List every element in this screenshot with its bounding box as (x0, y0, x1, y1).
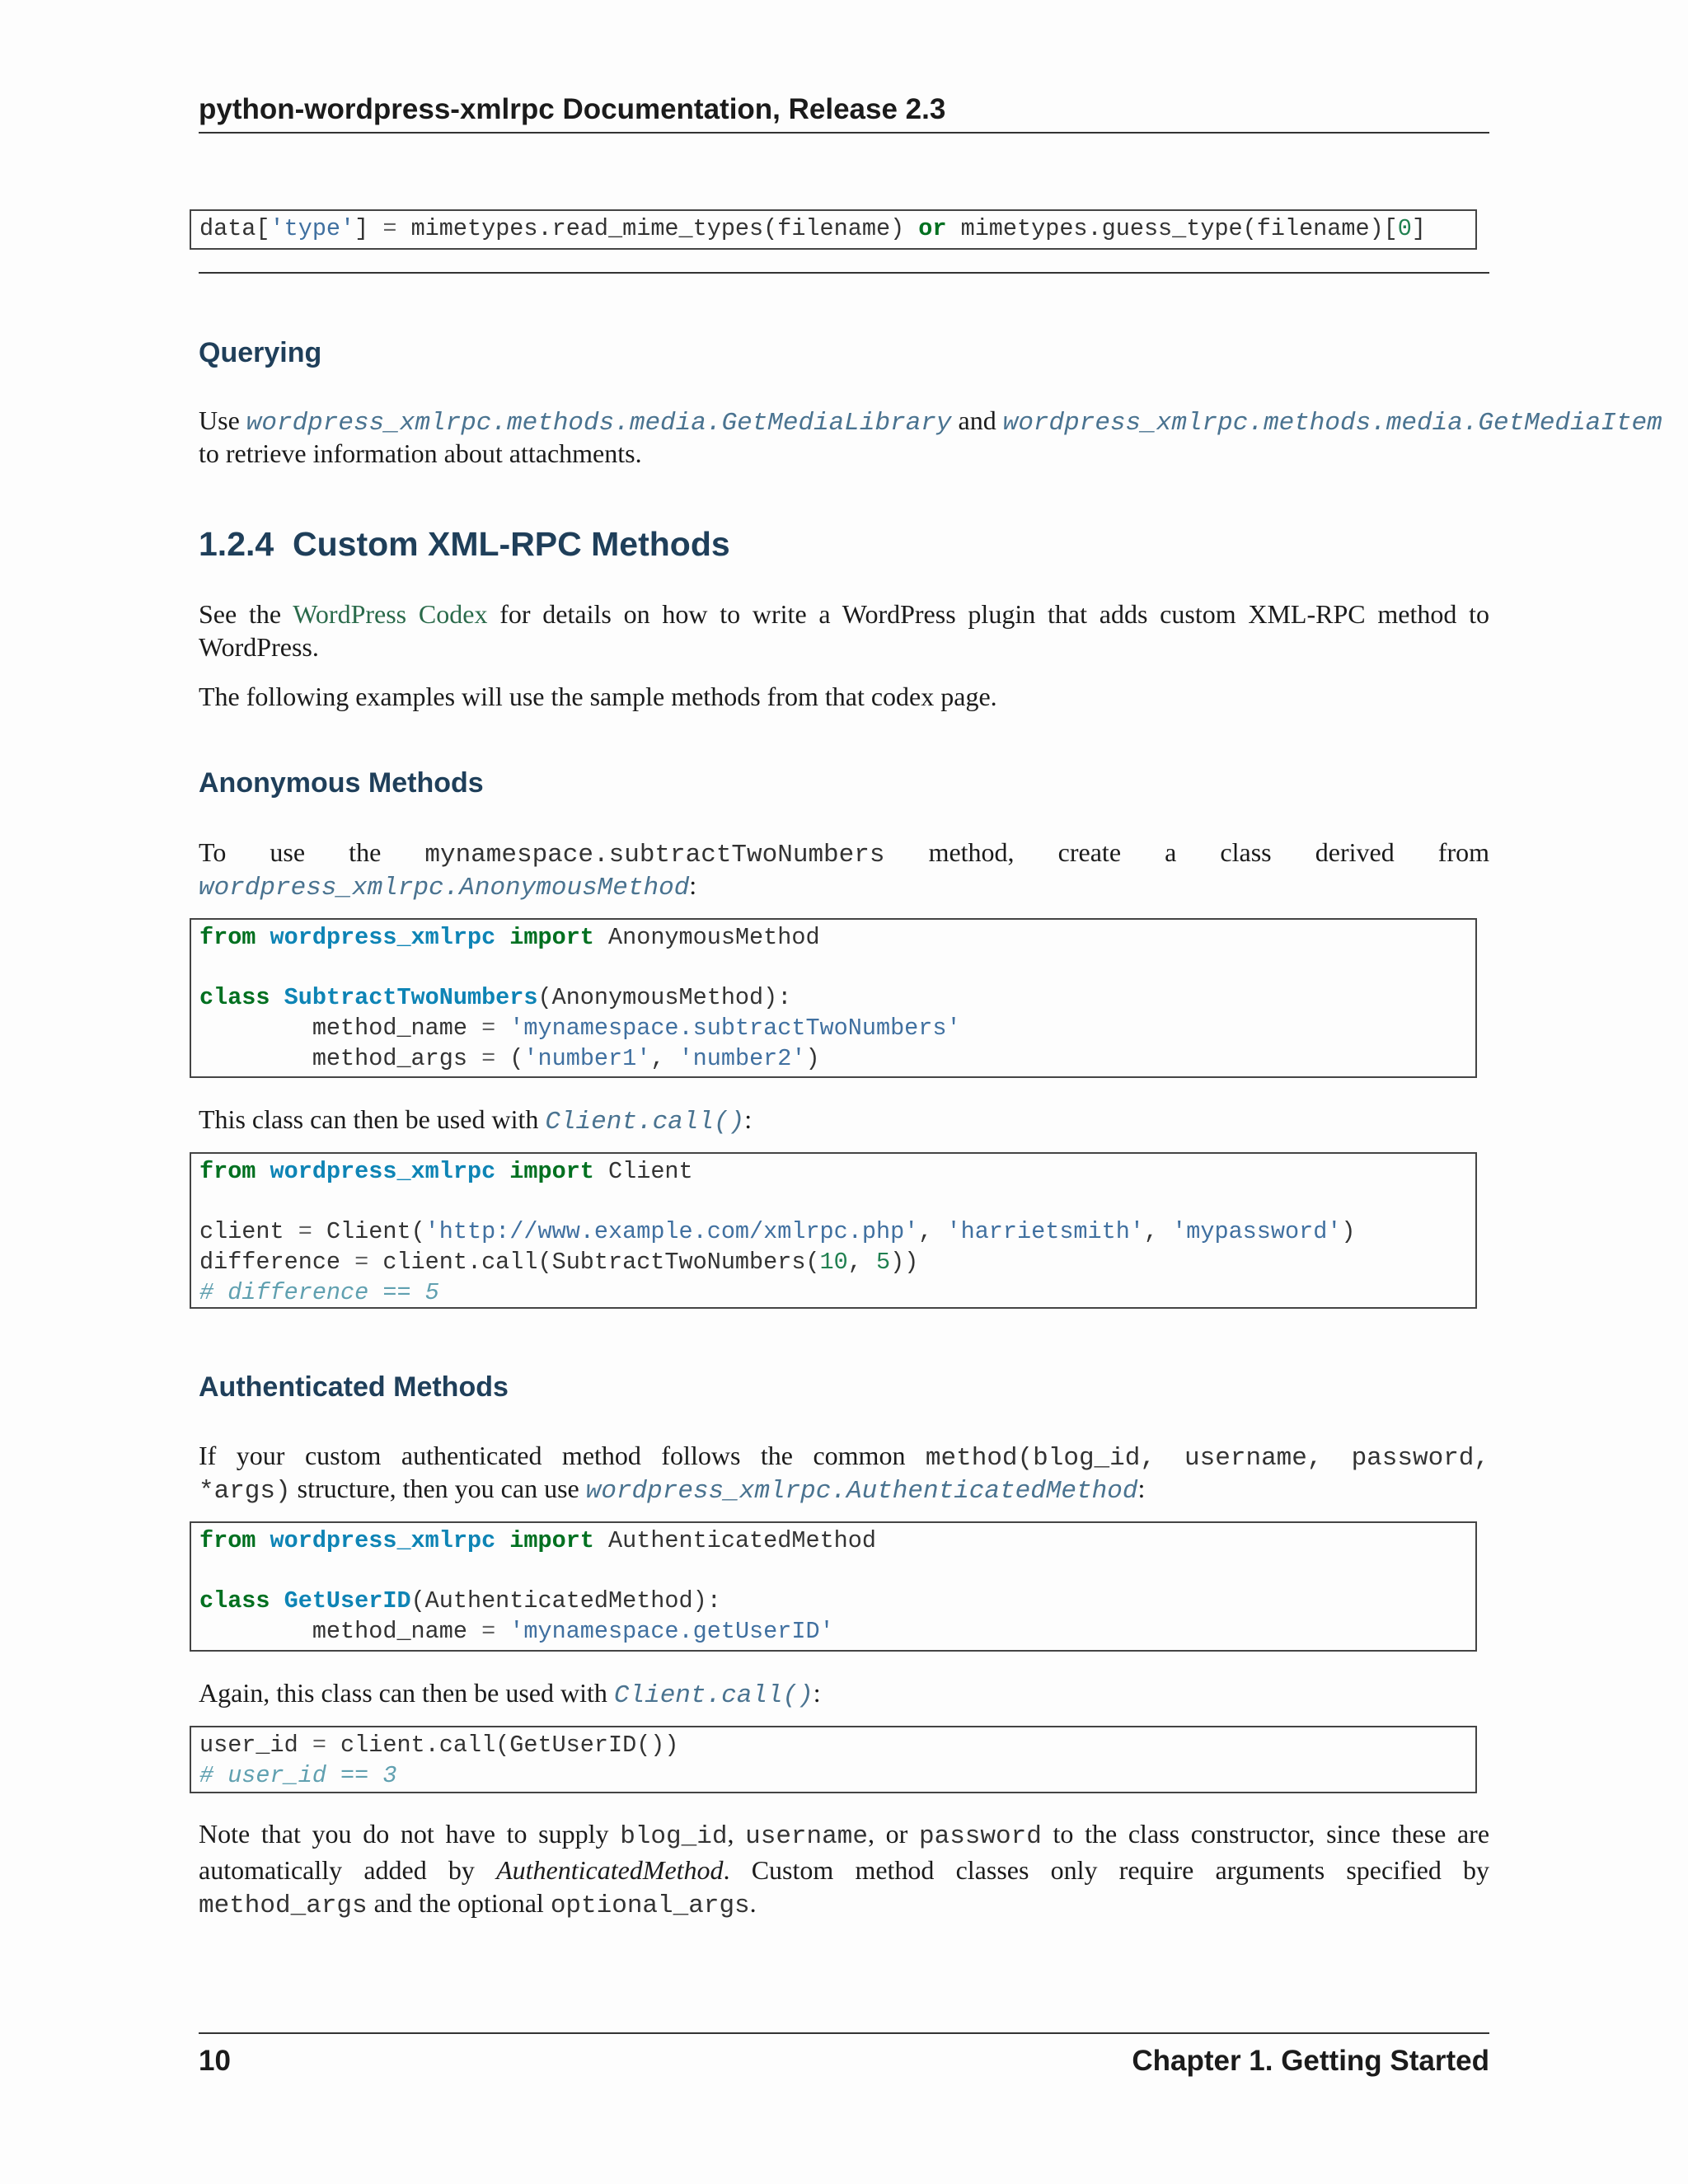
code-block-user-id: user_id = client.call(GetUserID()) # user_id == 3 (190, 1726, 1477, 1793)
anonymous-intro-line2: wordpress_xmlrpc.AnonymousMethod: (199, 870, 697, 902)
link-client-call-2[interactable]: Client.call() (613, 1681, 814, 1710)
authenticated-usage-paragraph: Again, this class can then be used with Client.call(): (199, 1678, 821, 1710)
examples-paragraph: The following examples will use the sample methods from that codex page. (199, 682, 997, 711)
section-heading: 1.2.4 Custom XML-RPC Methods (199, 525, 730, 563)
anonymous-usage-paragraph: This class can then be used with Client.call(): (199, 1104, 753, 1137)
chapter-label: Chapter 1. Getting Started (1132, 2045, 1489, 2077)
header-title: python-wordpress-xmlrpc Documentation, Release 2.3 (199, 93, 946, 125)
heading-authenticated-methods: Authenticated Methods (199, 1371, 509, 1403)
link-authenticated-method[interactable]: wordpress_xmlrpc.AuthenticatedMethod (585, 1477, 1138, 1506)
code-block-authenticated-class: from wordpress_xmlrpc import AuthenticatedMethod class GetUserID(AuthenticatedMethod): method_name = 'mynamespace.getUserID' (190, 1521, 1477, 1652)
link-anonymous-method[interactable]: wordpress_xmlrpc.AnonymousMethod (199, 874, 690, 902)
horizontal-divider (199, 272, 1489, 274)
link-get-media-library[interactable]: wordpress_xmlrpc.methods.media.GetMediaLibrary (246, 409, 952, 438)
link-client-call[interactable]: Client.call() (545, 1108, 745, 1137)
codex-paragraph: See the WordPress Codex for details on how to write a WordPress plugin that adds custom XML-RPC method to WordPress. (199, 599, 1490, 662)
authenticated-intro-line1: If your custom authenticated method follows the common method(blog_id, username, password, (199, 1441, 1489, 1473)
code-block-mimetype: data['type'] = mimetypes.read_mime_types(filename) or mimetypes.guess_type(filename)[0] (190, 209, 1477, 250)
link-wordpress-codex[interactable]: WordPress Codex (293, 599, 488, 629)
link-get-media-item[interactable]: wordpress_xmlrpc.methods.media.GetMediaItem (1002, 409, 1662, 438)
querying-paragraph-cont: to retrieve information about attachments. (199, 438, 642, 468)
anonymous-intro-line1: To use the mynamespace.subtractTwoNumbers method, create a class derived from (199, 837, 1489, 869)
code-block-client-usage: from wordpress_xmlrpc import Client client = Client('http://www.example.com/xmlrpc.php', 'harrietsmith', 'mypassword') difference = client.call(SubtractTwoNumbers(10, 5)) # difference == 5 (190, 1152, 1477, 1309)
page-number: 10 (199, 2045, 231, 2077)
authenticated-intro-line2: *args) structure, then you can use wordpress_xmlrpc.AuthenticatedMethod: (199, 1474, 1146, 1506)
heading-querying: Querying (199, 337, 322, 368)
heading-anonymous-methods: Anonymous Methods (199, 767, 484, 799)
code-block-anonymous-class: from wordpress_xmlrpc import AnonymousMethod class SubtractTwoNumbers(AnonymousMethod): method_name = 'mynamespace.subtractTwoNumbers' method_args = ('number1', 'number2') (190, 918, 1477, 1078)
page-footer (199, 2032, 1489, 2079)
running-header (199, 92, 1489, 134)
querying-paragraph: Use wordpress_xmlrpc.methods.media.GetMediaLibrary and wordpress_xmlrpc.methods.media.GetMediaItem (199, 405, 1662, 438)
note-paragraph: Note that you do not have to supply blog_id, username, or password to the class constructor, since these are automatically added by AuthenticatedMethod. Custom method classes only require arguments specified by method_args and the optional optional_args. (199, 1819, 1490, 1920)
